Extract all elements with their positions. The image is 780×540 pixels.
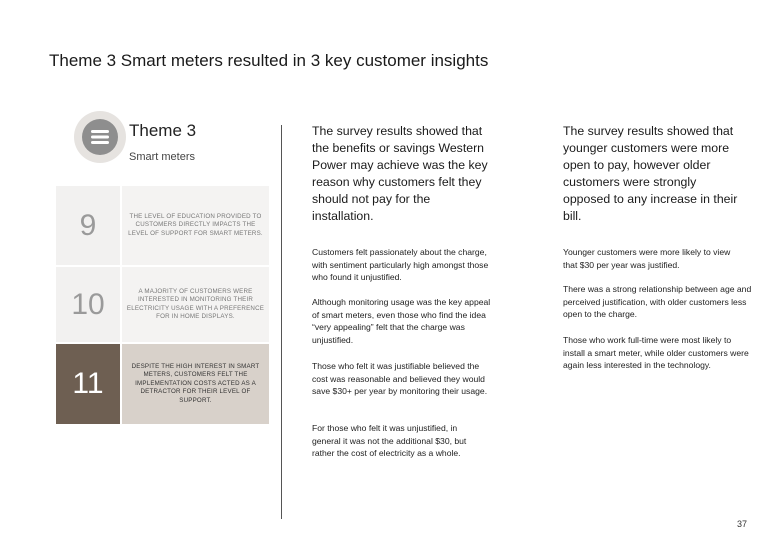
column1-paragraph: Customers felt passionately about the charge, with sentiment particularly high amongst those who found it unjustified. [312, 247, 489, 283]
column2-paragraph: Younger customers were more likely to view that $30 per year was justified. [563, 247, 731, 270]
column1-paragraph: Although monitoring usage was the key appeal of smart meters, even those who find the idea “very appealing” felt that the charge was unjustified. [312, 297, 491, 346]
theme-name: Theme 3 [129, 121, 197, 140]
insight-text: THE LEVEL OF EDUCATION PROVIDED TO CUSTOMERS DIRECTLY IMPACTS THE LEVEL OF SUPPORT FOR SMART METERS. [122, 186, 269, 265]
column1-paragraph: Those who felt it was justifiable believed the cost was reasonable and believed they would save $30+ per year by monitoring their usage. [312, 361, 488, 397]
insight-number: 9 [56, 186, 120, 265]
column2-paragraph: Those who work full-time were most likely to install a smart meter, while older customers were again less interested in the technology. [563, 335, 749, 371]
insight-number: 10 [56, 267, 120, 342]
theme-subtitle: Smart meters [129, 151, 196, 163]
insight-row [56, 267, 269, 342]
column2-paragraph: There was a strong relationship between age and perceived justification, with older customers less open to the charge. [563, 284, 752, 320]
column1-heading: The survey results showed that the benefits or savings Western Power may achieve was the key reason why customers felt they should not pay for the installation. [312, 124, 488, 223]
page-number: 37 [737, 519, 748, 529]
insight-text: A MAJORITY OF CUSTOMERS WERE INTERESTED IN MONITORING THEIR ELECTRICITY USAGE WITH A PREFERENCE FOR IN HOME DISPLAYS. [122, 267, 269, 342]
insight-row-highlighted [56, 344, 269, 424]
column2-heading: The survey results showed that younger customers were more open to pay, however older customers were strongly opposed to any increase in their bill. [563, 124, 738, 223]
page-title: Theme 3 Smart meters resulted in 3 key customer insights [49, 51, 489, 70]
insight-number: 11 [56, 344, 120, 424]
insight-text: DESPITE THE HIGH INTEREST IN SMART METERS, CUSTOMERS FELT THE IMPLEMENTATION COSTS ACTED AS A DETRACTOR FOR THEIR LEVEL OF SUPPORT. [122, 344, 269, 424]
column1-paragraph: For those who felt it was unjustified, in general it was not the additional $30, but rather the cost of electricity as a whole. [312, 423, 467, 459]
list-lines-icon [82, 119, 118, 155]
vertical-divider [281, 125, 282, 519]
insight-row [56, 186, 269, 265]
